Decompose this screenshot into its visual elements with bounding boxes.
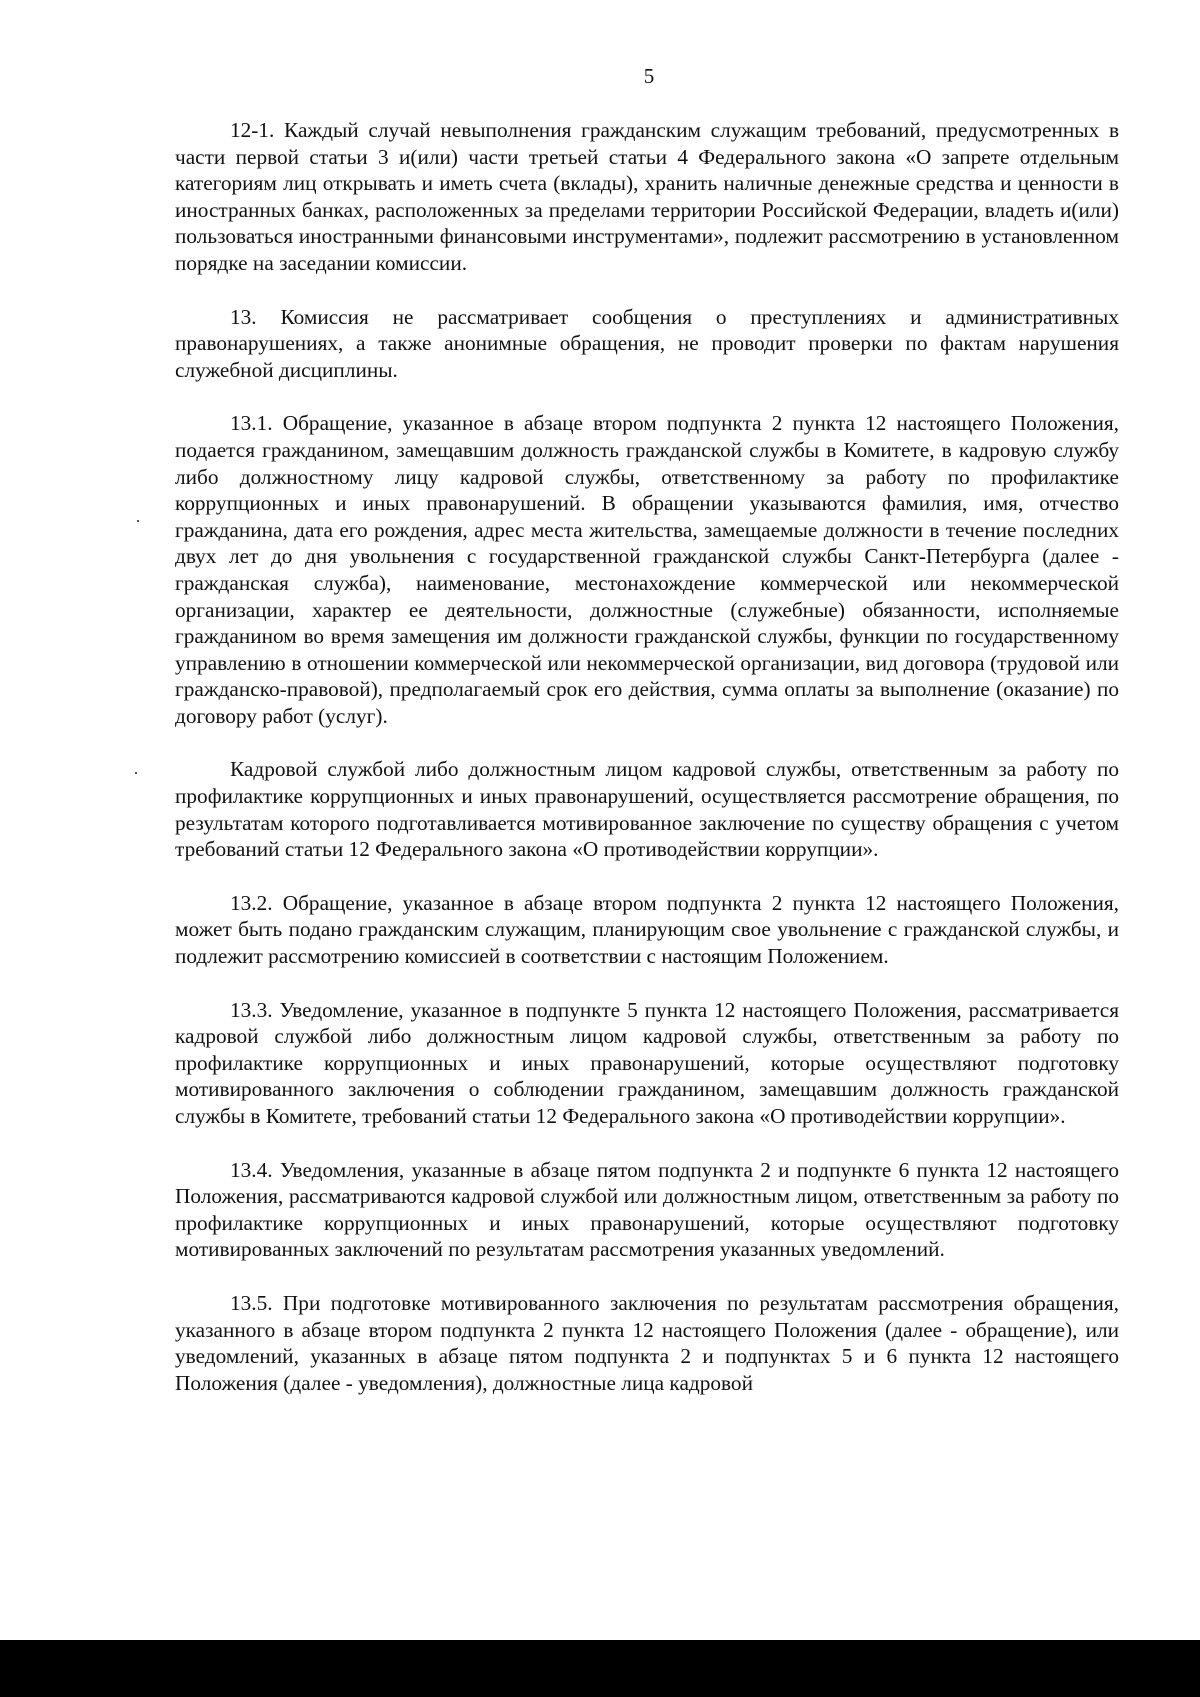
paragraph-13-3: 13.3. Уведомление, указанное в подпункте 5 пункта 12 настоящего Положения, рассматривается кадровой службой либо должностным лицом кадровой службы, ответственным за работу по профилактике коррупционных и иных правонарушений, которые осуществляют подготовку мотивированного заключения о соблюдении гражданином, замещавшим должность гражданской службы в Комитете, требований статьи 12 Федерального закона «О противодействии коррупции». <box>175 997 1119 1128</box>
paragraph-13-5: 13.5. При подготовке мотивированного заключения по результатам рассмотрения обращения, указанного в абзаце втором подпункта 2 пункта 12 настоящего Положения (далее - обращение), или уведомлений, указанных в абзаце пятом подпункта 2 и подпунктах 5 и 6 пункта 12 настоящего Положения (далее - уведомления), должностные лица кадровой <box>175 1290 1119 1395</box>
paragraph-13-2: 13.2. Обращение, указанное в абзаце втором подпункта 2 пункта 12 настоящего Положения, может быть подано гражданским служащим, планирующим свое увольнение с гражданской службы, и подлежит рассмотрению комиссией в соответствии с настоящим Положением. <box>175 890 1119 969</box>
paragraph-12-1: 12-1. Каждый случай невыполнения гражданским служащим требований, предусмотренных в части первой статьи 3 и(или) части третьей статьи 4 Федерального закона «О запрете отдельным категориям лиц открывать и иметь счета (вклады), хранить наличные денежные средства и ценности в иностранных банках, расположенных за пределами территории Российской Федерации, владеть и(или) пользоваться иностранными финансовыми инструментами», подлежит рассмотрению в установленном порядке на заседании комиссии. <box>175 118 1119 275</box>
scan-speck <box>135 772 137 774</box>
scan-bottom-border <box>0 1640 1200 1697</box>
paragraph-13-1-continued: Кадровой службой либо должностным лицом кадровой службы, ответственным за работу по профилактике коррупционных и иных правонарушений, осуществляется рассмотрение обращения, по результатам которого подготавливается мотивированное заключение по существу обращения с учетом требований статьи 12 Федерального закона «О противодействии коррупции». <box>175 757 1119 862</box>
paragraph-13-1: 13.1. Обращение, указанное в абзаце втором подпункта 2 пункта 12 настоящего Положения, подается гражданином, замещавшим должность гражданской службы в Комитете, в кадровую службу либо должностному лицу кадровой службы, ответственному за работу по профилактике коррупционных и иных правонарушений. В обращении указываются фамилия, имя, отчество гражданина, дата его рождения, адрес места жительства, замещаемые должности в течение последних двух лет до дня увольнения с государственной гражданской службы Санкт-Петербурга (далее - гражданская служба), наименование, местонахождение коммерческой или некоммерческой организации, характер ее деятельности, должностные (служебные) обязанности, исполняемые гражданином во время замещения им должности гражданской службы, функции по государственному управлению в отношении коммерческой или некоммерческой организации, вид договора (трудовой или гражданско-правовой), предполагаемый срок его действия, сумма оплаты за выполнение (оказание) по договору работ (услуг). <box>175 411 1119 728</box>
page-number: 5 <box>643 64 655 88</box>
document-body <box>175 117 1119 1423</box>
scan-speck <box>137 520 139 522</box>
paragraph-13: 13. Комиссия не рассматривает сообщения о преступлениях и административных правонарушениях, а также анонимные обращения, не проводит проверки по фактам нарушения служебной дисциплины. <box>175 304 1119 382</box>
paragraph-13-4: 13.4. Уведомления, указанные в абзаце пятом подпункта 2 и подпункте 6 пункта 12 настоящего Положения, рассматриваются кадровой службой или должностным лицом, ответственным за работу по профилактике коррупционных и иных правонарушений, которые осуществляют подготовку мотивированных заключений по результатам рассмотрения указанных уведомлений. <box>175 1157 1119 1262</box>
